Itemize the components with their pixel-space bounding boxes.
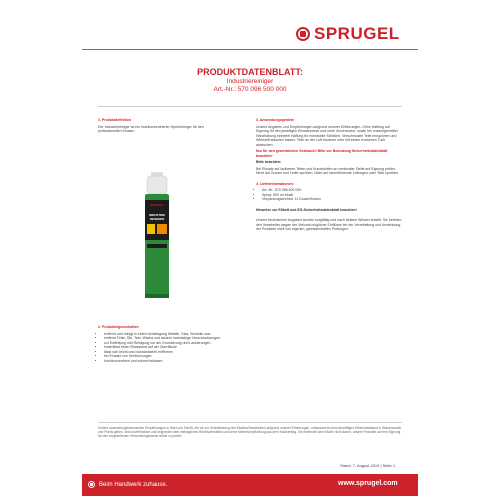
title-block xyxy=(0,67,500,93)
header-divider xyxy=(82,49,418,50)
can-label: INDUSTRIE xyxy=(148,213,166,217)
sprugel-logo-icon xyxy=(296,27,310,41)
disclaimer-text: Unsere anwendungstechnischen Empfehlungen in Wort und Schrift, die wir zur Unterstützung des Käufers/Verarbeiters aufgrund unserer Erfahrungen, entsprechend dem derzeitigen Erkenntnisstand in Wissenschaft und Praxis geben, sind unverbindlich und begründen kein vertragliches Rechtsverhältnis und keine Nebenverpflichtung aus dem Kaufvertrag. Sie entbinden den Käufer nicht davon, unsere Produkte auf ihre Eignung für den vorgesehenen Verwendungszweck selbst zu prüfen. xyxy=(98,426,401,439)
list-item: • bei Einsatz von Verdünnungen xyxy=(104,354,228,359)
date-page-info: Stand: 7. August 2019 | Seite 1 xyxy=(340,463,396,468)
disclaimer-divider xyxy=(98,422,402,423)
spray-can-image xyxy=(142,172,172,302)
page-title: PRODUKTDATENBLATT: xyxy=(197,67,303,77)
hint-text: Hinweise zur Etikett und EG-Sicherheitsdatenblatt beachten! xyxy=(256,207,357,212)
properties-list xyxy=(98,332,228,364)
brand-wordmark: SPRUGEL xyxy=(314,24,400,43)
list-item: • entfernt Fette, Öle, Teer, Wachs und andere hartnäckige Verschmutzungen xyxy=(104,336,228,341)
note-heading: Bitte beachten: xyxy=(256,160,282,164)
article-number: Art.-Nr.: 570 096 500 000 xyxy=(213,86,287,93)
list-item: • Spray: 500 ml Inhalt xyxy=(262,193,402,198)
list-item: • entfernt und reinigt in einem Arbeitsgang Metalle, Glas, Keramik usw. xyxy=(104,332,228,337)
title-divider xyxy=(98,106,402,107)
closing-text: Unsere technischen Angaben wurden sorgfältig und nach bestem Wissen erstellt. Sie befreien den Verarbeiter wegen der Vielzahl möglicher Einflüsse bei der Verarbeitung und Anwendung der Produkte nicht von eigenen, gewissenhaften Prüfungen. xyxy=(256,218,402,231)
list-item: • lässt sich leicht und rückstandsfrei entfernen xyxy=(104,350,228,355)
list-item: • hochkonzentriert und schnell wirksam xyxy=(104,359,228,364)
can-label-2: REINIGER xyxy=(149,217,165,221)
brand-logo xyxy=(296,24,400,44)
section-text: Der Industriereiniger ist ein hochkonzentrierter Sprühreiniger für den professionellen Einsatz. xyxy=(98,124,204,133)
sprugel-logo-icon xyxy=(88,481,95,488)
delivery-list xyxy=(256,188,402,202)
website-link[interactable]: www.sprugel.com xyxy=(338,480,398,487)
section-text: Unsere Angaben und Empfehlungen aufgrund unserer Erfahrungen. Ohne Haftung auf Eignung für den jeweiligen Einsatzzweck und ohne Vorversuche, sowie bei unsachgemäßer Handhabung keinerlei Haftung für eventuelle Schäden. Verschmutzte Teile einsprühen und Wirkstoff ablaufen lassen. Teile an der Luft trocknen oder mit einem trockenen Tuch abwischen. xyxy=(256,124,399,147)
list-item: • Verpackungseinheit: 12 Dosen/Karton xyxy=(262,197,402,202)
warning-text: Nur für den gewerblichen Gebrauch! Bitte vor Benutzung Sicherheitsdatenblatt beachten! xyxy=(256,149,388,158)
footer-slogan: Beim Handwerk zuhause. xyxy=(99,481,168,488)
list-item: • hinterlässt einen Rückstand auf der Oberfläche xyxy=(104,345,228,350)
product-name: Industriereiniger xyxy=(226,78,274,85)
section-heading: 1. Produktdefinition xyxy=(98,118,131,122)
section-heading: 2. Produkteigenschaften xyxy=(98,325,139,329)
list-item: • Art.-Nr.: 570 096 500 000 xyxy=(262,188,402,193)
section-product-definition xyxy=(98,118,228,136)
section-application xyxy=(256,118,402,234)
footer-slogan-group xyxy=(88,481,167,488)
section-heading: 4. Lieferinformationen: xyxy=(256,181,294,186)
can-brand: SPRUGEL xyxy=(150,203,164,207)
section-properties xyxy=(98,325,228,363)
list-item: • zur Entfettung und Reinigung vor der Grundierung und Lackierungen xyxy=(104,341,228,346)
note-text: Bei Einsatz auf lackierten Teilen und Kunststoffen an verdeckter Stelle auf Eignung prüfen. Nicht auf Gummi und Leder sprühen. Nicht auf stromführende Leitungen oder Teile sprühen. xyxy=(256,166,399,175)
section-heading: 3. Anwendungsgebiete xyxy=(256,118,294,122)
